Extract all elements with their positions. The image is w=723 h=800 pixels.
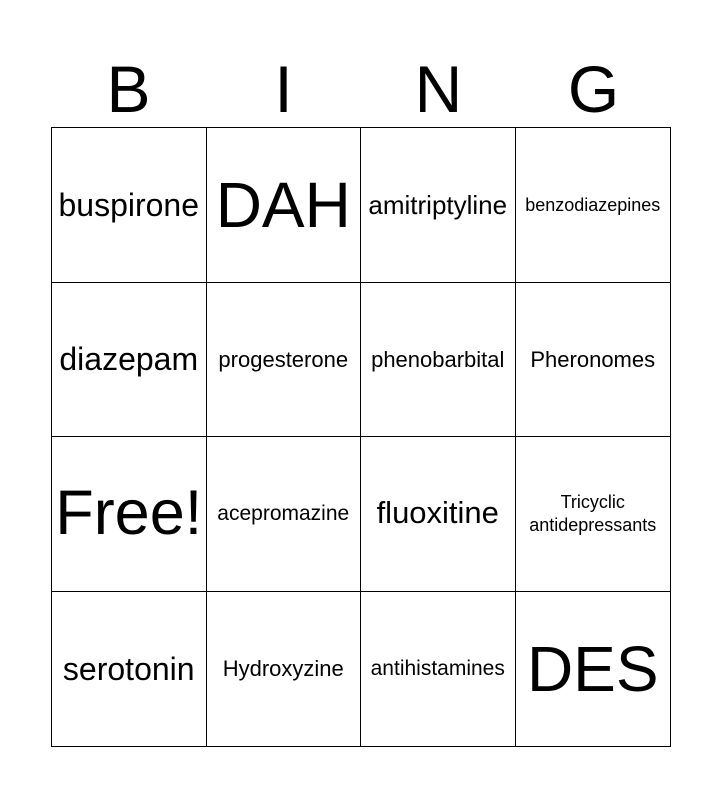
bingo-header: [51, 50, 671, 128]
header-letter-n: N: [414, 52, 463, 126]
header-letter-i: I: [274, 52, 293, 126]
bingo-cell[interactable]: fluoxitine: [361, 437, 516, 592]
bingo-cell[interactable]: DES: [526, 632, 659, 705]
bingo-cell[interactable]: diazepam: [52, 283, 207, 438]
bingo-cell[interactable]: acepromazine: [207, 437, 362, 592]
free-space-cell[interactable]: Free!: [52, 437, 207, 592]
bingo-cell[interactable]: phenobarbital: [361, 283, 516, 438]
header-letter-g: G: [567, 52, 620, 126]
bingo-cell[interactable]: benzodiazepines: [516, 128, 671, 283]
bingo-cell[interactable]: DAH: [207, 128, 362, 283]
bingo-cell[interactable]: Pheronomes: [516, 283, 671, 438]
bingo-cell[interactable]: Tricyclic antidepressants: [516, 437, 671, 592]
bingo-card: [51, 127, 671, 747]
bingo-cell[interactable]: amitriptyline: [361, 128, 516, 283]
bingo-cell[interactable]: antihistamines: [361, 592, 516, 747]
bingo-cell[interactable]: Hydroxyzine: [207, 592, 362, 747]
bingo-cell[interactable]: serotonin: [52, 592, 207, 747]
bingo-cell[interactable]: buspirone: [52, 128, 207, 283]
header-letter-b: B: [106, 52, 151, 126]
bingo-cell[interactable]: progesterone: [207, 283, 362, 438]
